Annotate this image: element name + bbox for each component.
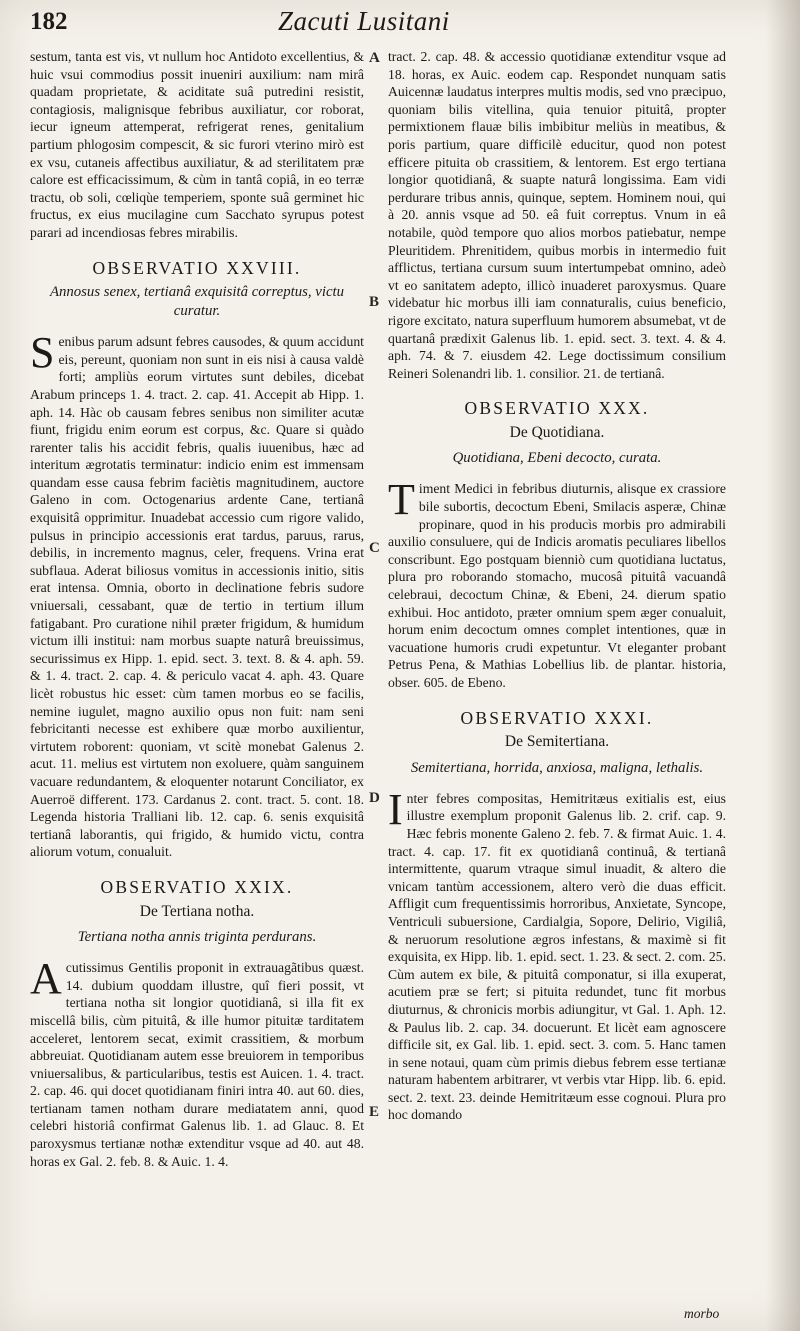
margin-letter-d: D [369, 790, 380, 806]
observation-29-text: Acutissimus Gentilis proponit in extrauagãtibus quæst. 14. dubium quoddam illustre, quî fieri possit, vt tertiana notha sit longior quotidianâ, si illa fit ex miscellâ bilis, cùm pituitâ, & ille humor pituitæ tarditatem acceleret, lentorem secat, eximit crassitiem, & morbum abbreuiat. Quotidianam autem esse breuiorem in temporibus vniuersalibus, & particularibus, testis est Auicen. 1. 4. tract. 2. cap. 46. qui docet quotidianam finiri intra 40. aut 60. dies, tertianam tamen notham durare mediatatem anni, quod celebri historiâ confirmat Galenus lib. 1. ad Glauc. 8. Et paroxysmus tertianæ nothæ extenditur vsque ad 40. aut 48. horas ex Gal. 2. feb. 8. & Auic. 1. 4. [30, 954, 364, 1169]
left-column [30, 48, 364, 1170]
observation-30-text: Timent Medici in febribus diuturnis, alisque ex crassiore bile subortis, decoctum Ebeni, Smilacis asperæ, Chinæ propinare, quod in his producìs morbis pro admirabili auxilio consuluere, qui de Indicis aromatis peculiares libellos conscribunt. Ego postquam bienniò cum quotidiana luctatus, plura pro roborando stomacho, mucosâ pituitâ vacuandâ celebraui, decoctum Chinæ, & Ebeni, 24. dierum spatio exhibui. Hoc antidoto, præter omnium spem æger conualuit, horum enim decoctum omnes complet intentiones, quæ in vacuatione humoris crudi expetuntur. Vt eleganter probant Petrus Pena, & Mathias Lobellius lib. de plantar. historia, obser. 605. de Ebeno. [388, 475, 726, 690]
margin-letter-e: E [369, 1104, 380, 1120]
observation-31-title: OBSERVATIO XXXI. [460, 707, 654, 728]
margin-letter-b: B [369, 294, 380, 310]
continued-text: tract. 2. cap. 48. & accessio quotidianæ extenditur vsque ad 18. horas, ex Auic. eodem cap. Respondet nunquam satis Auicennæ laudatus interpres multis modis, sed vno præcipuo, quoniam bilis vitellina, quia tenuior pituitâ, propter permixtionem flauæ bilis imbibitur meliùs in meatibus, & poris partium, quare difficilè educitur, quod non potest efficere pituita ob crassitiem, & lentorem. Est ergo tertiana longior quotidianâ, & suapte naturâ longissima. Eam vidi perdurare tribus annis, quinque, septem. Hominem noui, qui à 20. annis vsque ad 50. eâ fuit correptus. Vnum in eâ notabile, quòd tempore quo alios morbos patiebatur, nempe Pleuritidem. Phrenitidem, quibus morbis in intermedio fuit afflictus, tertiana cursum suum intertumpebat omnino, adeò vt eo sanitatem adepto, illicò inuaderet paroxysmus. Quare videbatur hic morbus illi iam connaturalis, cuius beneficio, rigore excitato, natura superfluum humorem absumebat, vt de quartanâ prædixit Galenus lib. 1. epid. sect. 3. text. 4. & 4. aph. 74. & 7. eiusdem 42. Lege doctissimum consilium Reineri Solenandri lib. 1. consilior. 21. de tertianâ. [388, 49, 726, 381]
observation-29-subtitle: De Tertiana notha. [139, 902, 255, 920]
observation-28-title: OBSERVATIO XXVIII. [92, 257, 302, 278]
margin-letter-a: A [369, 50, 380, 66]
right-column [388, 48, 726, 1124]
observation-30-subtitle: De Quotidiana. [509, 423, 605, 441]
catchword: morbo [684, 1306, 720, 1321]
page-number: 182 [30, 8, 68, 35]
observation-29-lemma: Tertiana notha annis triginta perdurans. [77, 929, 317, 946]
running-head: Zacuti Lusitani [278, 6, 450, 36]
page-gutter-shadow [766, 0, 800, 1331]
observation-29-title: OBSERVATIO XXIX. [100, 876, 294, 897]
margin-letter-c: C [369, 540, 380, 556]
observation-30-lemma: Quotidiana, Ebeni decocto, curata. [452, 450, 662, 467]
observation-30-title: OBSERVATIO XXX. [464, 398, 650, 419]
page-header [0, 4, 800, 44]
observation-31-text: Inter febres compositas, Hemitritæus exitialis est, eius illustre exemplum proponit Galenus lib. 2. crif. cap. 9. Hæc febris monente Galeno 2. feb. 7. & firmat Auic. 1. 4. tract. 4. cap. 17. fit ex quotidianâ continuâ, & tertianâ intermittente, quarum vtraque simul inuadit, & altero die vnicam tantùm accessionem, altero verò die duas efficit. Affligit cum frequentissimis horroribus, Anxietate, Syncope, Ventriculi subuersione, Cardialgia, Sopore, Delirio, Vigiliâ, & neruorum resolutione ægros infestans, & maximè si fit exquisita, ex Hipp. lib. 1. epid. sect. 1. 23. & sect. 2. com. 25. Cùm autem ex bile, & pituitâ componatur, si illa exuperat, acutiem præ se fert; si pituita redundet, tunc fit morbus diuturnus, & chronicis morbis adiungitur, vt Gal. 1. Aph. 12. & Paulus lib. 2. cap. 34. docuerunt. Et licèt eam agnoscere difficile sit, ex Gal. lib. 1. epid. sect. 3. com. 5. Hanc tamen in sene notaui, quam cùm primis diebus febrem esse tertianæ naturam habentem arbitrarer, vt verbis vtar Hipp. lib. 6. epid. sect. 2. text. 23. deinde Hemitritæum esse cognoui. Plura pro hoc domando [388, 784, 726, 1123]
observation-31-lemma: Semitertiana, horrida, anxiosa, maligna, lethalis. [410, 759, 704, 776]
continued-text: sestum, tanta est vis, vt nullum hoc Antidoto excellentius, & huic vsui commodius possit inueniri auxilium: nam mirâ quadam proprietate, & aciditate suâ putredini resistit, contagiosis, malignisque febribus auxiliatur, cor roborat, iecur igneum attemperat, refrigerat renes, genitalium partium phlogosim compescit, & sic furori vterino mirò est ex vsu, cutaneis affectibus auxiliatur, & ad sterilitatem præ calore est efficacissimum, & cùm in tantâ copiâ, in eo terræ tractu, ob soli, cœliqùe temperiem, sponte suâ germinet hic fructus, ex eius mucilagine cum Sacchato syrupus potest parari ad incendiosas febres mirabilis. [30, 49, 364, 240]
observation-28-text: Senibus parum adsunt febres causodes, & quum accidunt eis, pereunt, quoniam non sunt in eis nisi à causa valdè forti; ampliùs eorum virtutes sunt debiles, dicebat Arabum princeps 1. 4. tract. 2. cap. 41. Accepit ab Hipp. 1. aph. 14. Hàc ob causam febres senibus non similiter acutæ fiunt, frigidu enim eorum est corpus, &c. Quare si quàdo rarenter talis his accidit febris, qualis iuuenibus, hæc ad interitum ægrotatis terminatur: indicio enim est immensam quandam esse causa febrim faciètis magnitudinem, auctore Galeno in com. Octogenarius ardente Cane, tertianâ exquisitâ opprimitur. Inuadebat accessio cum rigore valido, pulsus in principio accessionis erat tardus, paruus, rarus, debilis, in incremento magnus, celer, frequens. Vrina erat subflaua. Aderat biliosus vomitus in accessionis initio, sitis erat intensa. Omnia, oborto in declinatione febris sudore vniuersali, cessabant, quæ de tertio in tertium illum fatigabant. Pro curatione nihil præter frigidum, & humidum victum illi institui: nam morbus suapte naturâ breuissimus, securissimus ex Hipp. 1. epid. sect. 3. text. 8. & 4. aph. 59. & 1. 4. tract. 2. cap. 4. & periculo vacat 4. aph. 43. Quare licèt robustus hic esset: cùm tamen morbus eo se facilis, nemine iugulet, magno auxilio opus non fuit: nam seni febricitanti necesse est exhibere quæ morbo auxilientur, virtutem roborent: quoniam, vt scitè monebat Galenus 2. acut. 11. melius est virtutem non exoluere, quàm sanguinem vacuare redundantem, & eloquenter notarunt Conciliator, ex Auerroë different. 173. Cardanus 2. cont. tract. 5. cont. 18. Legenda historia Tralliani lib. 12. cap. 6. senis exquisitâ tertianâ laborantis, qui frigido, & humido victu, contra aliorum votum, conualuit. [30, 328, 364, 860]
observation-28-lemma: Annosus senex, tertianâ exquisitâ correptus, victu curatur. [49, 284, 345, 320]
observation-31-subtitle: De Semitertiana. [504, 733, 610, 751]
